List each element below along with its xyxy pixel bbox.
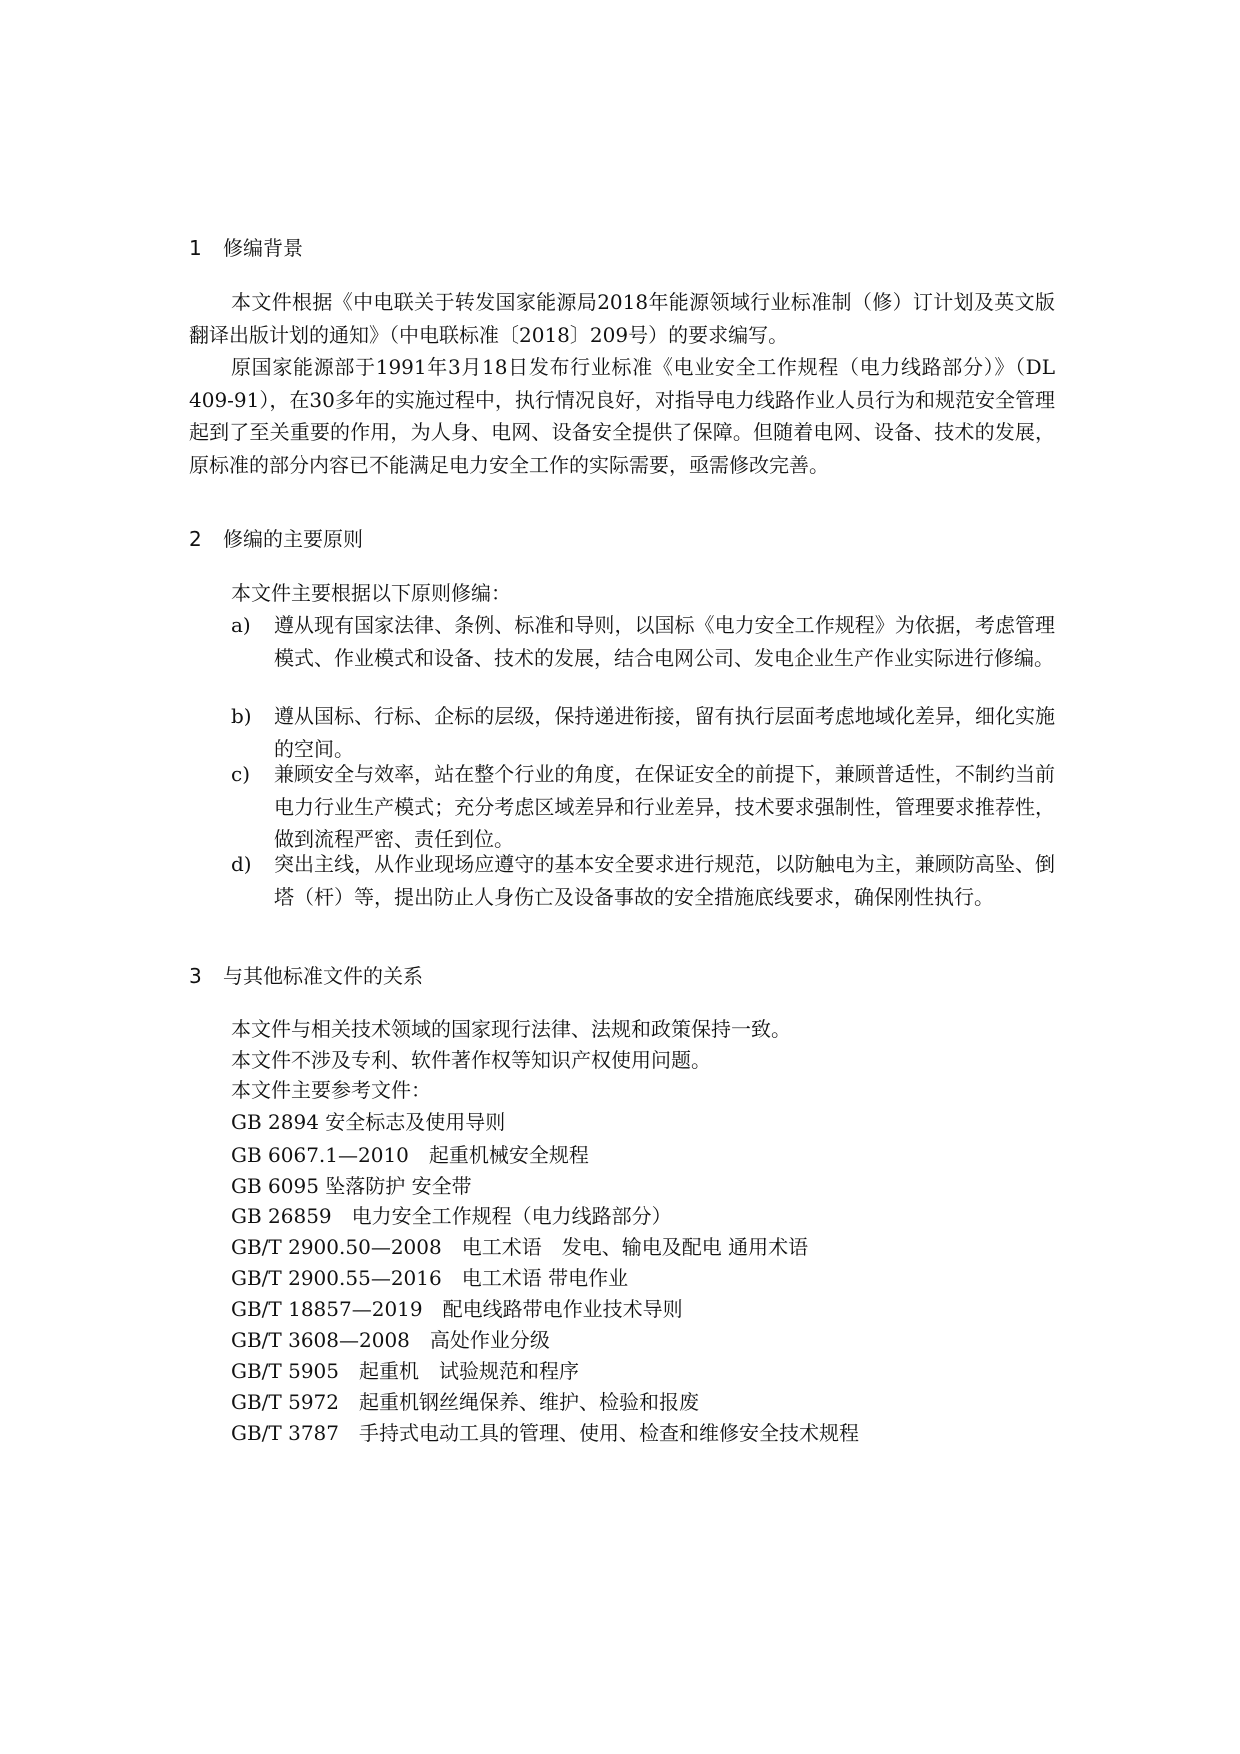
reference-title: 电力安全工作规程（电力线路部分） <box>351 1204 672 1228</box>
reference-code: GB/T 3608—2008 <box>231 1328 410 1352</box>
text-line: 本文件与相关技术领域的国家现行法律、法规和政策保持一致。 <box>231 1017 791 1041</box>
section-2-heading <box>189 525 363 553</box>
reference-title: 电工术语 发电、输电及配电 通用术语 <box>461 1235 809 1259</box>
reference-item <box>231 1200 672 1233</box>
list-item <box>231 609 1055 674</box>
paragraph: 原国家能源部于1991年3月18日发布行业标准《电业安全工作规程（电力线路部分）》（DL 409-91），在30多年的实施过程中，执行情况良好，对指导电力线路作业人员行为和规范安全管理起到了至关重要的作用，为人身、电网、设备安全提供了保障。但随着电网、设备、技术的发展，原标准的部分内容已不能满足电力安全工作的实际需要，亟需修改完善。 <box>189 355 1055 477</box>
text-line: 本文件主要参考文件： <box>231 1078 431 1102</box>
reference-code: GB/T 2900.50—2008 <box>231 1235 442 1259</box>
reference-code: GB/T 3787 <box>231 1421 340 1445</box>
reference-title: 起重机 试验规范和程序 <box>359 1359 580 1383</box>
reference-code: GB 2894 <box>231 1110 319 1134</box>
list-item-text: 兼顾安全与效率，站在整个行业的角度，在保证安全的前提下，兼顾普适性，不制约当前电力行业生产模式；充分考虑区域差异和行业差异，技术要求强制性，管理要求推荐性，做到流程严密、责任到位。 <box>274 762 1055 852</box>
list-marker: a) <box>231 613 251 637</box>
reference-code: GB 26859 <box>231 1204 332 1228</box>
reference-item <box>231 1386 699 1419</box>
reference-title: 坠落防护 安全带 <box>325 1174 472 1198</box>
list-item-text: 突出主线，从作业现场应遵守的基本安全要求进行规范，以防触电为主，兼顾防高坠、倒塔（杆）等，提出防止人身伤亡及设备事故的安全措施底线要求，确保刚性执行。 <box>274 852 1055 909</box>
list-item <box>231 758 1055 856</box>
reference-title: 起重机钢丝绳保养、维护、检验和报废 <box>359 1390 700 1414</box>
section-title: 修编的主要原则 <box>223 527 363 551</box>
reference-title: 电工术语 带电作业 <box>461 1266 629 1290</box>
section-number: 2 <box>189 527 202 551</box>
reference-title: 安全标志及使用导则 <box>325 1110 506 1134</box>
list-item <box>231 848 1055 913</box>
reference-item <box>231 1355 579 1388</box>
reference-item <box>231 1417 859 1450</box>
list-item-text: 遵从国标、行标、企标的层级，保持递进衔接，留有执行层面考虑地域化差异，细化实施的空间。 <box>274 704 1055 761</box>
reference-code: GB 6067.1—2010 <box>231 1143 409 1167</box>
reference-title: 手持式电动工具的管理、使用、检查和维修安全技术规程 <box>359 1421 860 1445</box>
section-title: 修编背景 <box>223 236 303 260</box>
reference-title: 配电线路带电作业技术导则 <box>442 1297 683 1321</box>
text-line: 本文件不涉及专利、软件著作权等知识产权使用问题。 <box>231 1048 711 1072</box>
reference-code: GB/T 18857—2019 <box>231 1297 423 1321</box>
reference-item <box>231 1231 808 1264</box>
list-marker: c) <box>231 762 251 786</box>
paragraph: 本文件根据《中电联关于转发国家能源局2018年能源领域行业标准制（修）订计划及英文版翻译出版计划的通知》（中电联标准〔2018〕209号）的要求编写。 <box>189 290 1055 347</box>
reference-code: GB/T 5972 <box>231 1390 340 1414</box>
reference-item <box>231 1106 505 1139</box>
reference-item <box>231 1139 589 1172</box>
reference-title: 高处作业分级 <box>429 1328 550 1352</box>
section-intro: 本文件主要根据以下原则修编： <box>231 581 511 605</box>
section-number: 1 <box>189 236 202 260</box>
list-marker: d) <box>231 852 252 876</box>
reference-code: GB/T 5905 <box>231 1359 340 1383</box>
list-item-text: 遵从现有国家法律、条例、标准和导则，以国标《电力安全工作规程》为依据，考虑管理模式、作业模式和设备、技术的发展，结合电网公司、发电企业生产作业实际进行修编。 <box>274 613 1055 670</box>
section-title: 与其他标准文件的关系 <box>223 964 423 988</box>
list-marker: b) <box>231 704 252 728</box>
reference-code: GB/T 2900.55—2016 <box>231 1266 442 1290</box>
reference-item <box>231 1324 550 1357</box>
reference-item <box>231 1170 472 1203</box>
list-item <box>231 700 1055 765</box>
section-1-heading <box>189 234 303 262</box>
section-3-heading <box>189 962 423 990</box>
reference-item <box>231 1293 683 1326</box>
reference-code: GB 6095 <box>231 1174 319 1198</box>
reference-item <box>231 1262 628 1295</box>
reference-title: 起重机械安全规程 <box>428 1143 589 1167</box>
section-number: 3 <box>189 964 202 988</box>
